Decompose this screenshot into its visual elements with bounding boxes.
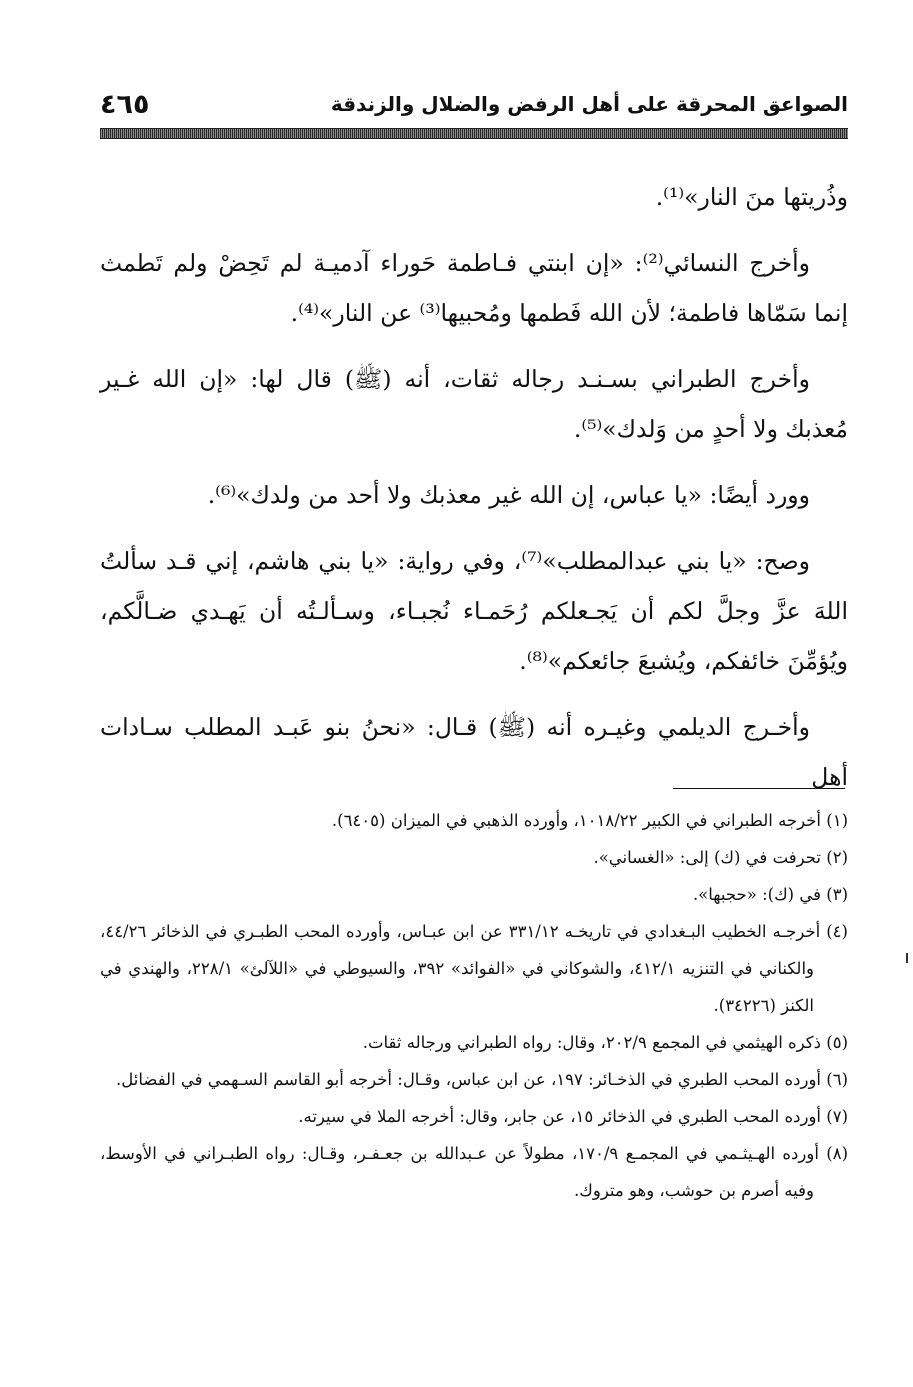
- body-paragraph: وصح: «يا بني عبدالمطلب»⁽⁷⁾، وفي رواية: «يا بني هاشم، إني قـد سألتُ اللهَ عزَّ وجلَّ لكم أن يَجـعلكم رُحَمـاء نُجبـاء، وسـألـتُه أن يَهـدي ضـالَّكم، ويُؤمِّنَ خائفكم، ويُشبعَ جائعكم»⁽⁸⁾.: [100, 547, 848, 675]
- footnote-3: (٣) في (ك): «حجبها».: [692, 885, 848, 904]
- footnote-2: (٢) تحرفت في (ك) إلى: «الغساني».: [593, 848, 848, 867]
- margin-mark: [906, 953, 908, 963]
- footnote-8: (٨) أورده الهـيثـمي في المجمـع ١٧٠/٩، مطولاً عن عـبدالله بن جعـفـر، وقـال: رواه الطبـراني في الأوسط، وفيه أصرم بن حوشب، وهو متروك.: [100, 1144, 848, 1200]
- main-text: [100, 172, 848, 818]
- footnote-7: (٧) أورده المحب الطبري في الذخائر ١٥، عن جابر، وقال: أخرجه الملا في سيرته.: [298, 1107, 848, 1126]
- footnotes: [100, 802, 848, 1209]
- page-number: ٤٦٥: [100, 88, 150, 120]
- footnote-separator: [673, 788, 845, 789]
- footnote-5: (٥) ذكره الهيثمي في المجمع ٢٠٢/٩، وقال: رواه الطبراني ورجاله ثقات.: [362, 1033, 848, 1052]
- body-paragraph: وأخـرج الديلمي وغيـره أنه (ﷺ) قـال: «نحنُ بنو عَبـد المطلب سـادات أهل: [100, 713, 848, 791]
- body-paragraph: وذُريتها منَ النار»⁽¹⁾.: [655, 183, 848, 211]
- body-paragraph: وورد أيضًا: «يا عباس، إن الله غير معذبك ولا أحد من ولدك»⁽⁶⁾.: [207, 481, 810, 509]
- running-header-title: الصواعق المحرقة على أهل الرفض والضلال والزندقة: [330, 92, 848, 116]
- running-header: [100, 84, 848, 124]
- body-paragraph: وأخرج النسائي⁽²⁾: «إن ابنتي فـاطمة حَوراء آدميـة لم تَحِضْ ولم تَطمث إنما سَمّاها فاطمة؛ لأن الله فَطمها ومُحبيها⁽³⁾ عن النار»⁽⁴⁾.: [100, 249, 848, 327]
- body-paragraph: وأخرج الطبراني بسـنـد رجاله ثقات، أنه (ﷺ) قال لها: «إن الله غـير مُعذبك ولا أحدٍ من وَلدك»⁽⁵⁾.: [100, 365, 848, 443]
- header-rule: [100, 128, 848, 139]
- footnote-1: (١) أخرجه الطبراني في الكبير ١٠١٨/٢٢، وأورده الذهبي في الميزان (٦٤٠٥).: [331, 811, 848, 830]
- footnote-6: (٦) أورده المحب الطبري في الذخـائر: ١٩٧، عن ابن عباس، وقـال: أخرجه أبو القاسم السـهمي في الفضائل.: [116, 1070, 848, 1089]
- footnote-4: (٤) أخرجـه الخطيب البـغدادي في تاريخـه ٣٣١/١٢ عن ابن عبـاس، وأورده المحب الطبـري في الذخائر ٤٤/٢٦، والكناني في التنزيه ٤١٢/١، والشوكاني في «الفوائد» ٣٩٢، والسيوطي في «اللآلئ» ٢٢٨/١، والهندي في الكنز (٣٤٢٢٦).: [100, 922, 848, 1015]
